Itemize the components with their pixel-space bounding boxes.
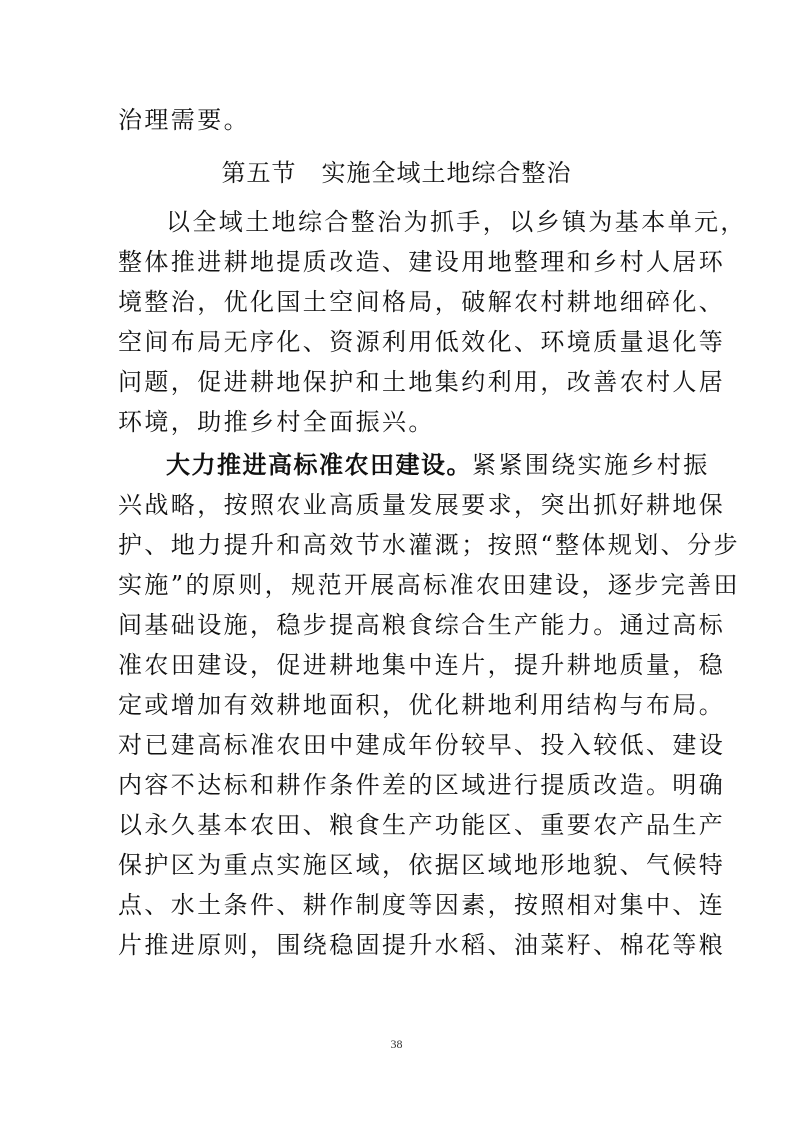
bold-lead-text: 大力推进高标准农田建设。 bbox=[166, 451, 472, 479]
paragraph-line: 保护区为重点实施区域，依据区域地形地貌、气候特 bbox=[118, 851, 726, 879]
carryover-line: 治理需要。 bbox=[118, 106, 250, 134]
lead-rest-text: 紧紧围绕实施乡村振 bbox=[472, 451, 710, 479]
paragraph-line: 以全域土地综合整治为抓手，以乡镇为基本单元， bbox=[166, 208, 747, 236]
paragraph-line: 兴战略，按照农业高质量发展要求，突出抓好耕地保 bbox=[118, 491, 726, 519]
page-number: 38 bbox=[390, 1037, 403, 1051]
paragraph-line: 护、地力提升和高效节水灌溉；按照“整体规划、分步 bbox=[118, 531, 740, 559]
paragraph-line: 环境，助推乡村全面振兴。 bbox=[118, 408, 435, 436]
paragraph-line: 准农田建设，促进耕地集中连片，提升耕地质量，稳 bbox=[118, 651, 726, 679]
paragraph-line: 以永久基本农田、粮食生产功能区、重要农产品生产 bbox=[118, 811, 726, 839]
paragraph-line: 空间布局无序化、资源利用低效化、环境质量退化等 bbox=[118, 328, 726, 356]
paragraph-first-line bbox=[166, 449, 710, 481]
paragraph-line: 点、水土条件、耕作制度等因素，按照相对集中、连 bbox=[118, 891, 726, 919]
paragraph-line: 间基础设施，稳步提高粮食综合生产能力。通过高标 bbox=[118, 611, 726, 639]
paragraph-line: 对已建高标准农田中建成年份较早、投入较低、建设 bbox=[118, 731, 726, 759]
paragraph-line: 内容不达标和耕作条件差的区域进行提质改造。明确 bbox=[118, 771, 726, 799]
paragraph-line: 境整治，优化国土空间格局，破解农村耕地细碎化、 bbox=[118, 288, 726, 316]
paragraph-line: 实施”的原则，规范开展高标准农田建设，逐步完善田 bbox=[118, 571, 740, 599]
paragraph-line: 问题，促进耕地保护和土地集约利用，改善农村人居 bbox=[118, 368, 726, 396]
paragraph-line: 片推进原则，围绕稳固提升水稻、油菜籽、棉花等粮 bbox=[118, 931, 726, 959]
paragraph-line: 整体推进耕地提质改造、建设用地整理和乡村人居环 bbox=[118, 248, 726, 276]
section-heading: 第五节 实施全域土地综合整治 bbox=[221, 159, 572, 187]
paragraph-line: 定或增加有效耕地面积，优化耕地利用结构与布局。 bbox=[118, 691, 726, 719]
